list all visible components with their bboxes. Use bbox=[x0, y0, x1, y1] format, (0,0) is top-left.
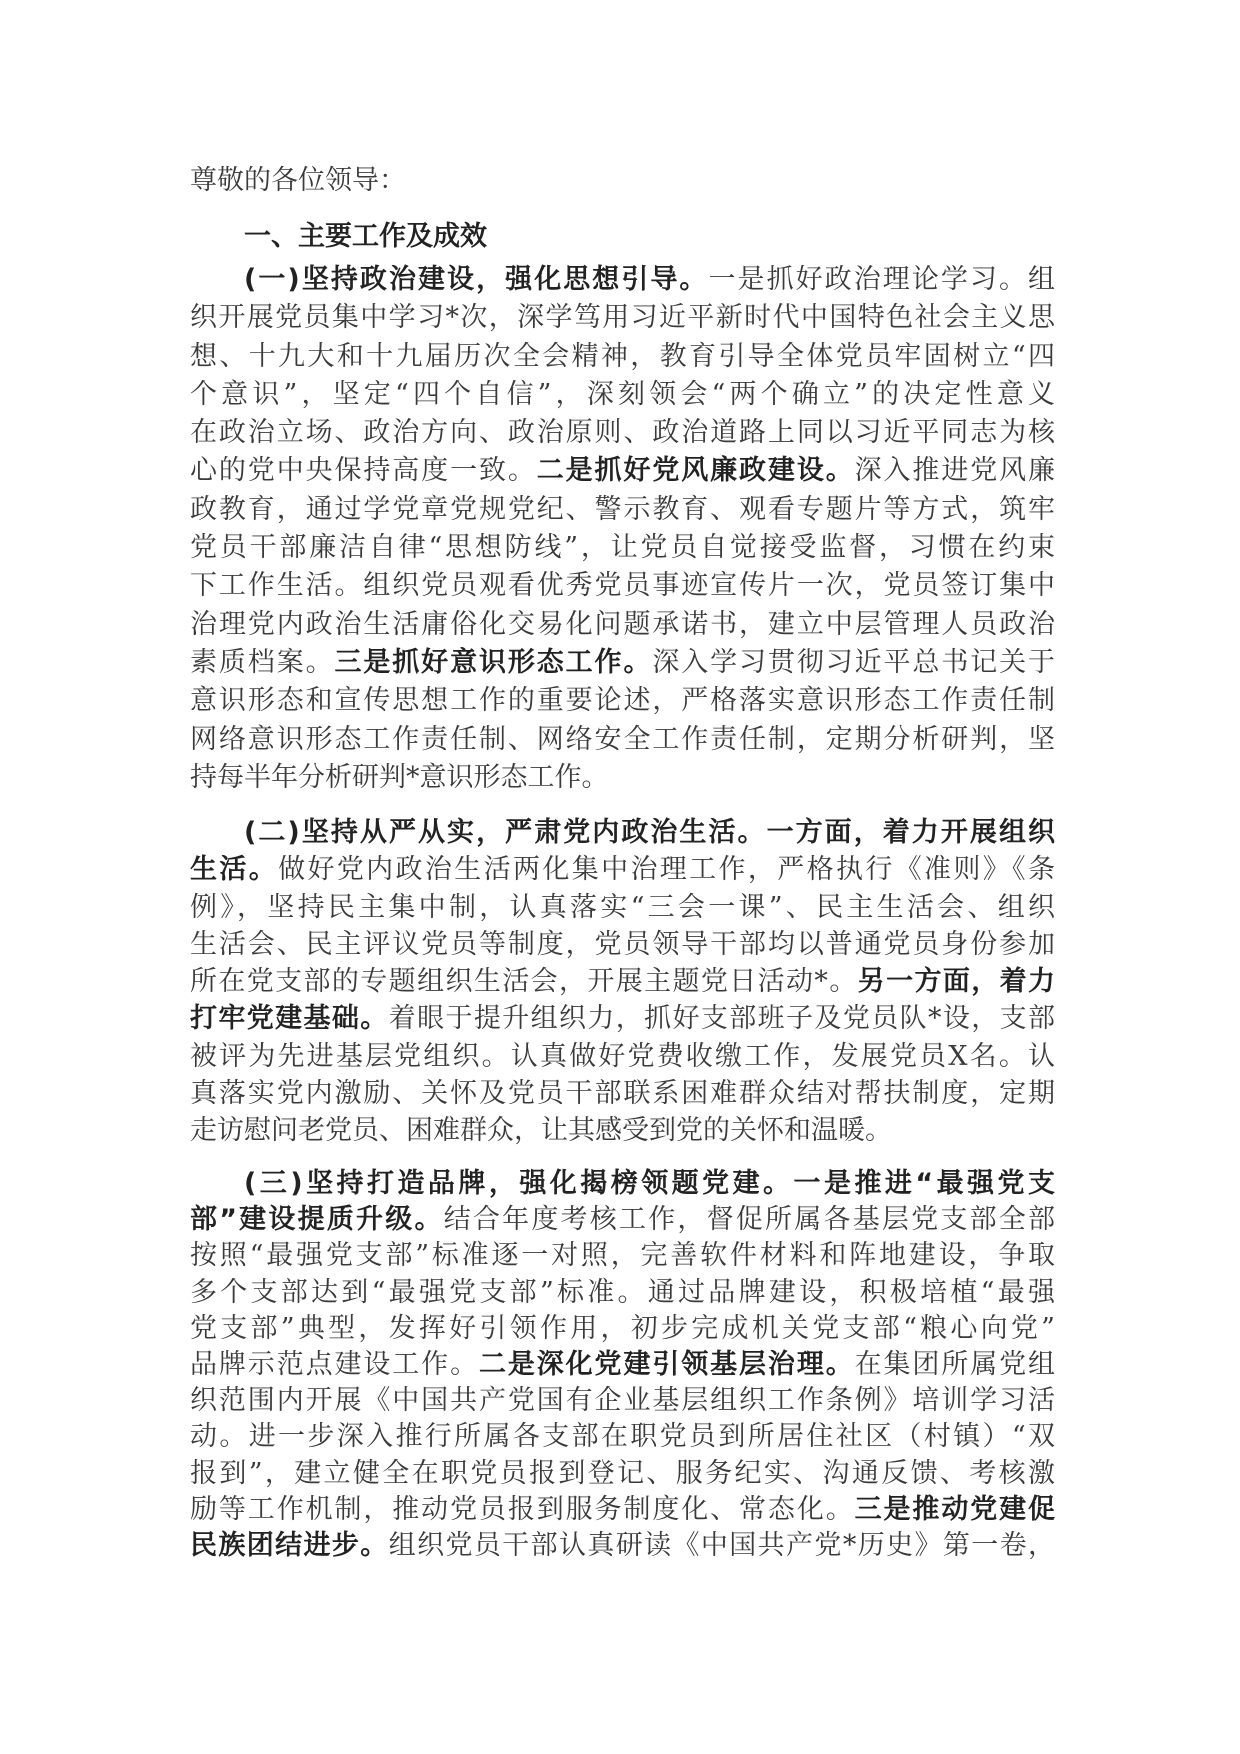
text-line bbox=[190, 376, 1055, 414]
text-line bbox=[190, 1075, 1055, 1112]
body-text: 党支部”典型，发挥好引领作用，初步完成机关党支部“粮心向党” bbox=[190, 1312, 1055, 1344]
body-text: 结合年度考核工作，督促所属各基层党支部全部 bbox=[443, 1204, 1055, 1236]
text-line bbox=[190, 889, 1055, 926]
body-text: 深入学习贯彻习近平总书记关于 bbox=[652, 646, 1056, 678]
bold-lead-text: 二是深化党建引领基层治理。 bbox=[478, 1348, 855, 1380]
greeting-text: 尊敬的各位领导： bbox=[190, 165, 406, 196]
text-line bbox=[190, 759, 1055, 797]
text-line bbox=[190, 644, 1055, 682]
body-text: 想、十九大和十九届历次全会精神，教育引导全体党员牢固树立“四 bbox=[190, 340, 1055, 372]
body-text: 组织党员干部认真研读《中国共产党*历史》第一卷， bbox=[388, 1529, 1056, 1561]
text-line bbox=[190, 414, 1055, 452]
text-line bbox=[190, 682, 1055, 720]
text-line bbox=[190, 1383, 1055, 1419]
text-line bbox=[190, 1419, 1055, 1455]
body-text: 多个支部达到“最强党支部”标准。通过品牌建设，积极培植“最强 bbox=[190, 1276, 1055, 1308]
body-text: 真落实党内激励、关怀及党员干部联系困难群众结对帮扶制度，定期 bbox=[190, 1078, 1055, 1110]
body-text: 下工作生活。组织党员观看优秀党员事迹宣传片一次，党员签订集中 bbox=[190, 570, 1055, 602]
text-line bbox=[190, 261, 1055, 299]
text-line bbox=[190, 1311, 1055, 1347]
body-text: 持每半年分析研判*意识形态工作。 bbox=[190, 761, 609, 793]
body-text: 按照“最强党支部”标准逐一对照，完善软件材料和阵地建设，争取 bbox=[190, 1240, 1055, 1272]
text-line bbox=[190, 567, 1055, 605]
bold-lead-text: 打牢党建基础。 bbox=[190, 1003, 389, 1035]
body-text: 织范围内开展《中国共产党国有企业基层组织工作条例》培训学习活 bbox=[190, 1385, 1055, 1417]
greeting bbox=[190, 162, 1055, 200]
text-line bbox=[190, 1492, 1055, 1528]
text-line bbox=[190, 1112, 1055, 1149]
text-line bbox=[190, 926, 1055, 963]
body-text: 治理党内政治生活庸俗化交易化问题承诺书，建立中层管理人员政治 bbox=[190, 608, 1055, 640]
paragraph-party-life bbox=[190, 814, 1055, 1150]
bold-lead-text: 三是推动党建促 bbox=[854, 1493, 1056, 1525]
bold-lead-text: 生活。 bbox=[190, 854, 279, 886]
text-line bbox=[190, 1456, 1055, 1492]
body-text: 在政治立场、政治方向、政治原则、政治道路上同以习近平同志为核 bbox=[190, 417, 1055, 449]
body-text: 心的党中央保持高度一致。 bbox=[190, 455, 537, 487]
text-line bbox=[190, 851, 1055, 888]
body-text: 生活会、民主评议党员等制度，党员领导干部均以普通党员身份参加 bbox=[190, 928, 1055, 960]
bold-lead-text: (二)坚持从严从实，严肃党内政治生活。一方面，着力开展组织 bbox=[244, 817, 1055, 848]
text-line bbox=[190, 606, 1055, 644]
text-line bbox=[190, 1275, 1055, 1311]
text-line bbox=[190, 338, 1055, 376]
paragraph-brand-building bbox=[190, 1166, 1055, 1564]
paragraph-political-building bbox=[190, 261, 1055, 797]
text-line bbox=[190, 1000, 1055, 1037]
body-text: 做好党内政治生活两化集中治理工作，严格执行《准则》《条 bbox=[278, 854, 1056, 886]
section-heading-text: 一、主要工作及成效 bbox=[244, 221, 487, 252]
body-text: 网络意识形态工作责任制、网络安全工作责任制，定期分析研判，坚 bbox=[190, 723, 1055, 755]
text-line bbox=[190, 1202, 1055, 1238]
bold-lead-text: 二是抓好党风廉政建设。 bbox=[536, 455, 855, 487]
body-text: 个意识”，坚定“四个自信”，深刻领会“两个确立”的决定性意义 bbox=[190, 378, 1055, 410]
text-line bbox=[190, 1347, 1055, 1383]
body-text: 深入推进党风廉 bbox=[854, 455, 1056, 487]
section-heading bbox=[190, 218, 1055, 256]
bold-lead-text: (三)坚持打造品牌，强化揭榜领题党建。一是推进“最强党支 bbox=[244, 1168, 1055, 1199]
body-text: 例》，坚持民主集中制，认真落实“三会一课”、民主生活会、组织 bbox=[190, 891, 1055, 923]
bold-lead-text: 三是抓好意识形态工作。 bbox=[334, 646, 653, 678]
body-text: 动。进一步深入推行所属各支部在职党员到所居住社区（村镇）“双 bbox=[190, 1421, 1055, 1453]
bold-lead-text: (一)坚持政治建设，强化思想引导。 bbox=[244, 264, 709, 295]
body-text: 报到”，建立健全在职党员报到登记、服务纪实、沟通反馈、考核激 bbox=[190, 1457, 1055, 1489]
body-text: 所在党支部的专题组织生活会，开展主题党日活动*。 bbox=[190, 966, 858, 998]
body-text: 党员干部廉洁自律“思想防线”，让党员自觉接受监督，习惯在约束 bbox=[190, 532, 1055, 564]
text-line bbox=[190, 721, 1055, 759]
text-line bbox=[190, 1166, 1055, 1202]
text-line bbox=[190, 491, 1055, 529]
text-line bbox=[190, 1238, 1055, 1274]
body-text: 织开展党员集中学习*次，深学笃用习近平新时代中国特色社会主义思 bbox=[190, 302, 1055, 334]
text-line bbox=[190, 529, 1055, 567]
text-line bbox=[190, 299, 1055, 337]
body-text: 被评为先进基层党组织。认真做好党费收缴工作，发展党员X名。认 bbox=[190, 1040, 1055, 1072]
body-text: 品牌示范点建设工作。 bbox=[190, 1348, 479, 1380]
text-line bbox=[190, 963, 1055, 1000]
body-text: 着眼于提升组织力，抓好支部班子及党员队*设，支部 bbox=[388, 1003, 1056, 1035]
text-line bbox=[190, 1038, 1055, 1075]
text-line bbox=[190, 814, 1055, 851]
body-text: 在集团所属党组 bbox=[854, 1348, 1056, 1380]
body-text: 走访慰问老党员、困难群众，让其感受到党的关怀和温暖。 bbox=[190, 1115, 892, 1147]
body-text: 素质档案。 bbox=[190, 646, 335, 678]
body-text: 一是抓好政治理论学习。组 bbox=[708, 264, 1055, 295]
bold-lead-text: 另一方面，着力 bbox=[857, 966, 1056, 998]
body-text: 励等工作机制，推动党员报到服务制度化、常态化。 bbox=[190, 1493, 855, 1525]
body-text: 政教育，通过学党章党规党纪、警示教育、观看专题片等方式，筑牢 bbox=[190, 493, 1055, 525]
bold-lead-text: 民族团结进步。 bbox=[190, 1529, 389, 1561]
text-line bbox=[190, 1528, 1055, 1564]
text-line bbox=[190, 452, 1055, 490]
body-text: 意识形态和宣传思想工作的重要论述，严格落实意识形态工作责任制 bbox=[190, 685, 1055, 717]
bold-lead-text: 部”建设提质升级。 bbox=[190, 1204, 444, 1236]
